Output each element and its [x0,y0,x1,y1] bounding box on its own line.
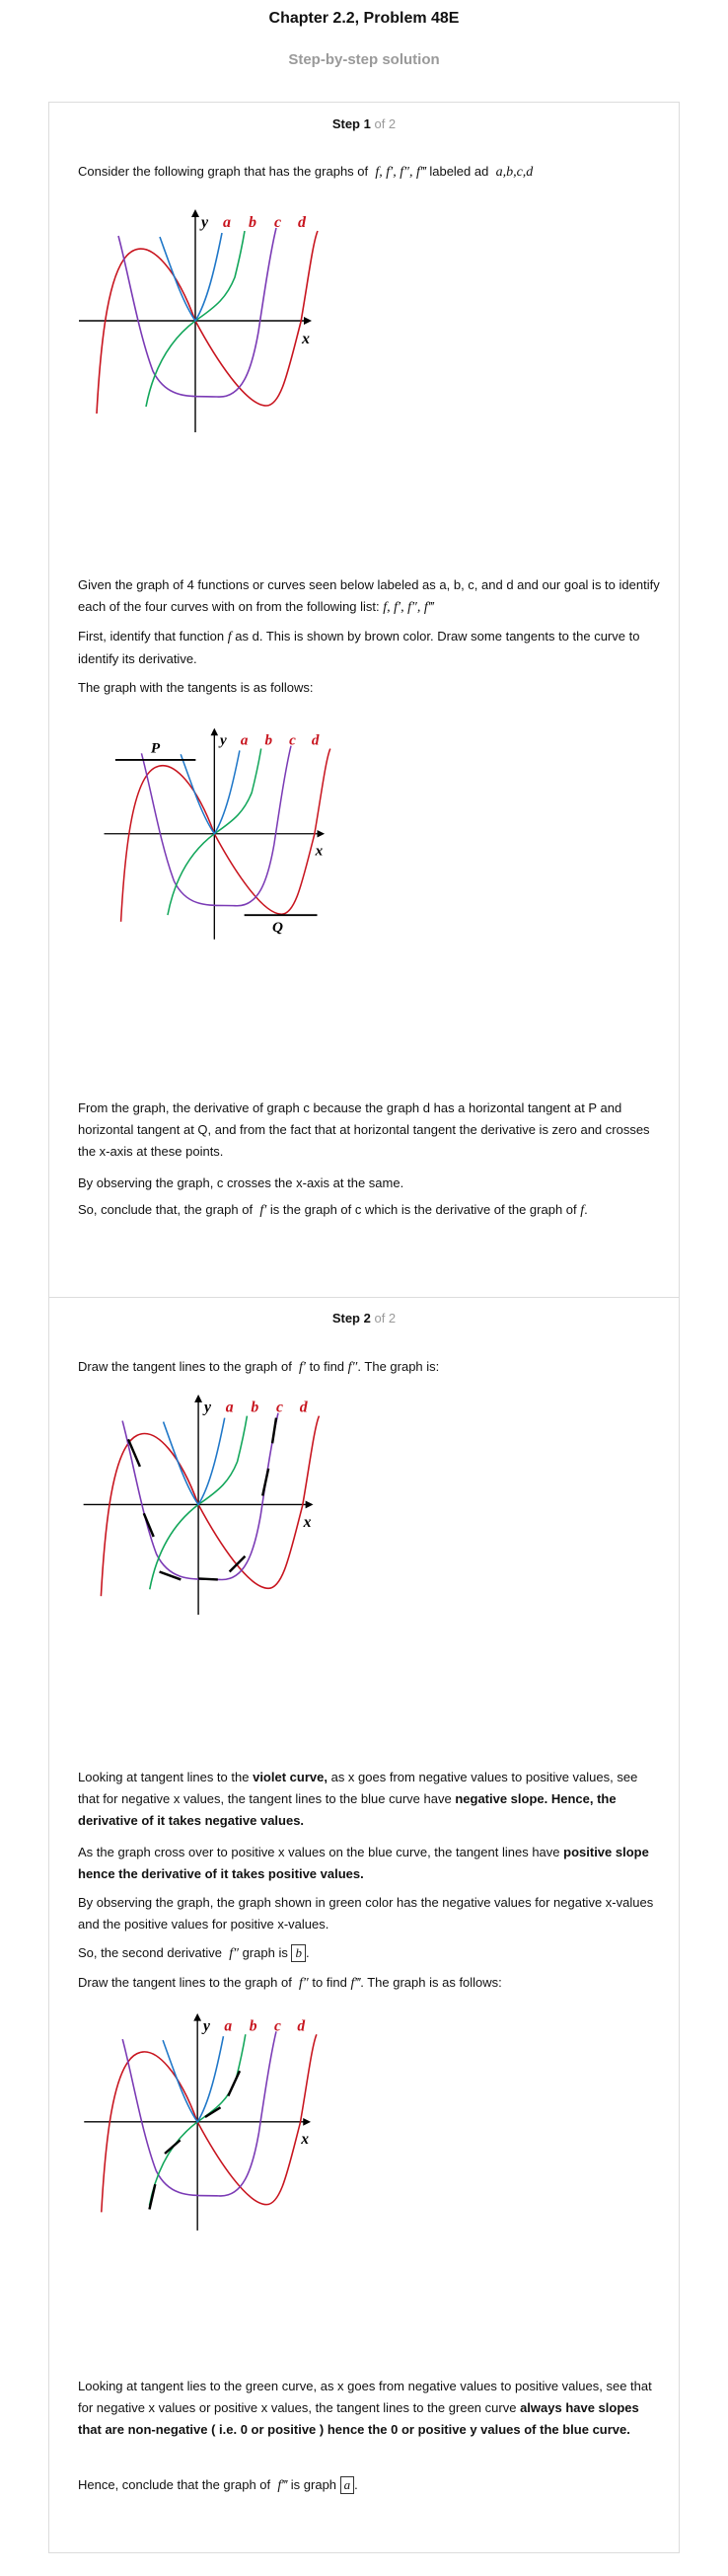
step2-para7 [78,2376,660,2441]
s2p5-math: f″ [229,1946,239,1961]
s2p1a-text: Draw the tangent lines to the graph of [78,1359,292,1374]
intro-text: Consider the following graph that has the graphs of [78,164,369,179]
label-c: c [289,731,296,749]
label-b: b [264,731,273,749]
violet-tangent-5 [262,1469,268,1496]
label-b: b [249,214,256,231]
violet-tangent-6 [272,1418,276,1444]
label-b: b [249,2017,257,2035]
para6-math: f′ [259,1203,267,1218]
x-axis-label: x [301,2131,310,2149]
s2p2-bold2: negative slope. Hence, the derivative of it takes negative values. [78,1791,617,1828]
y-axis-arrow-icon [191,209,199,217]
s2p5c-text: . [305,1945,310,1960]
curve-c [118,228,276,397]
para2-math: f [227,630,232,644]
s2p7-bold: always have slopes that are non-negative ( i.e. 0 or positive ) hence the 0 or positive y values of the blue curve. [78,2400,639,2437]
point-Q-label: Q [272,919,283,937]
step2-para5 [78,1942,660,1965]
x-axis-label: x [315,842,324,860]
label-d: d [298,214,306,231]
graph-3-violet-tangents [81,1389,475,1759]
curve-d [101,1416,319,1597]
s2p2b-text: as x goes from negative values to positive values, see that for negative x values, the tangent lines to the blue curve have [78,1770,638,1806]
y-axis-label: y [220,731,227,749]
step2-para8 [78,2474,660,2497]
s2p3a-text: As the graph cross over to positive x values on the blue curve, the tangent lines have [78,1845,560,1859]
green-tangent-2 [205,2107,221,2117]
answer-box-b: b [291,1944,306,1962]
label-d: d [299,1399,308,1416]
s2p1b-text: to find [309,1359,345,1374]
curve-c [122,2031,276,2196]
step2-para3 [78,1842,660,1885]
s2p6a-text: Draw the tangent lines to the graph of [78,1975,292,1990]
step2-para4: By observing the graph, the graph shown in green color has the negative values for negative x-values and the positive values for positive x-values. [78,1895,654,1932]
s2p8a-text: Hence, conclude that the graph of [78,2477,271,2492]
curve-c [141,746,291,906]
step2-label: Step 2 [331,1311,371,1326]
answer-box-a: a [340,2476,355,2494]
x-axis-arrow-icon [303,2118,311,2126]
para1-text: Given the graph of 4 functions or curves seen below labeled as a, b, c, and d and our goal is to identify each of the four curves with on from the following list: [78,577,660,614]
s2p3-bold: positive slope hence the derivative of it takes positive values. [78,1845,649,1881]
page-subtitle: Step-by-step solution [288,51,440,68]
x-axis-arrow-icon [306,1500,314,1508]
intro-text2: labeled ad [429,164,489,179]
violet-tangent-1 [144,1513,154,1537]
label-a: a [225,1399,234,1416]
graph-2-tangents [94,722,488,1078]
step1-of: of 2 [374,116,397,131]
green-tangent-3 [228,2071,240,2095]
step1-para3: The graph with the tangents is as follows: [78,680,314,695]
s2p5b-text: graph is [242,1945,288,1960]
graph-4-green-tangents [79,2008,473,2373]
x-axis-arrow-icon [304,317,312,325]
curve-c [122,1413,278,1580]
s2p5a-text: So, the second derivative [78,1945,222,1960]
violet-tangent-3 [198,1578,218,1579]
step1-para1 [78,574,660,619]
curve-d [121,749,330,922]
s2p1c-text: . The graph is: [357,1359,440,1374]
s2p2a-text: Looking at tangent lines to the [78,1770,250,1784]
green-tangent-0 [149,2184,155,2209]
y-axis-label: y [204,1399,211,1416]
y-axis-arrow-icon [194,1395,202,1402]
para2b-text: as d. This is shown by brown color. Draw some tangents to the curve to identify its derivative. [78,629,640,666]
curve-d [97,231,318,414]
s2p1-math: f′ [299,1360,306,1375]
y-axis-arrow-icon [211,728,219,736]
label-b: b [251,1399,259,1416]
step1-para5: By observing the graph, c crosses the x-axis at the same. [78,1175,404,1190]
curve-d [102,2034,317,2212]
s2p6-math: f″ [299,1976,309,1991]
para6-math2: f [580,1203,585,1218]
label-d: d [297,2017,306,2035]
point-P-label: P [150,739,161,757]
label-c: c [274,214,282,231]
step1-label: Step 1 [331,116,371,131]
s2p7a-text: Looking at tangent lies to the green curve, as x goes from negative values to positive values, see that for negative x values or positive x values, the tangent lines to the green curve [78,2379,652,2415]
para6a-text: So, conclude that, the graph of [78,1202,254,1217]
y-axis-arrow-icon [193,2013,201,2021]
step2-heading [0,1311,728,1326]
label-d: d [311,731,320,749]
step1-heading [0,116,728,131]
s2p8c-text: . [354,2477,358,2492]
s2p6c-text: . The graph is as follows: [360,1975,502,1990]
step1-para2 [78,626,660,670]
step-divider [48,1297,680,1298]
page-title: Chapter 2.2, Problem 48E [268,10,460,27]
para6c-text: . [584,1202,588,1217]
x-axis-label: x [302,331,310,347]
para6b-text: is the graph of c which is the derivative of the graph of [269,1202,577,1217]
s2p6b-text: to find [312,1975,347,1990]
label-a: a [224,2017,233,2035]
intro-math2: a,b,c,d [495,165,534,180]
s2p1-math2: f″ [347,1360,358,1375]
green-tangent-1 [165,2140,181,2154]
step1-para4: From the graph, the derivative of graph c because the graph d has a horizontal tangent at P and horizontal tangent at Q, and from the fact that at horizontal tangent the derivative is zero and crosses the x-axis at these points. [78,1100,650,1159]
step2-para2 [78,1767,660,1832]
step2-para1 [78,1356,660,1379]
label-a: a [240,731,249,749]
label-c: c [274,2017,281,2035]
graph-1 [79,203,473,578]
s2p6-math2: f‴ [350,1976,361,1991]
y-axis-label: y [203,2017,210,2035]
s2p2-bold: violet curve, [253,1770,328,1784]
x-axis-arrow-icon [318,830,326,838]
label-c: c [276,1399,284,1416]
para2a-text: First, identify that function [78,629,225,644]
intro-math: f, f′, f″, f‴ [375,165,426,180]
step2-of: of 2 [374,1311,397,1326]
para1-math: f, f′, f″, f‴ [383,600,434,615]
x-axis-label: x [303,1514,312,1532]
step2-para6 [78,1972,660,1995]
step1-para6 [78,1199,660,1222]
s2p8b-text: is graph [290,2477,337,2492]
step1-intro [78,161,660,184]
y-axis-label: y [201,214,209,231]
label-a: a [223,214,231,231]
s2p8-math: f‴ [277,2478,288,2493]
